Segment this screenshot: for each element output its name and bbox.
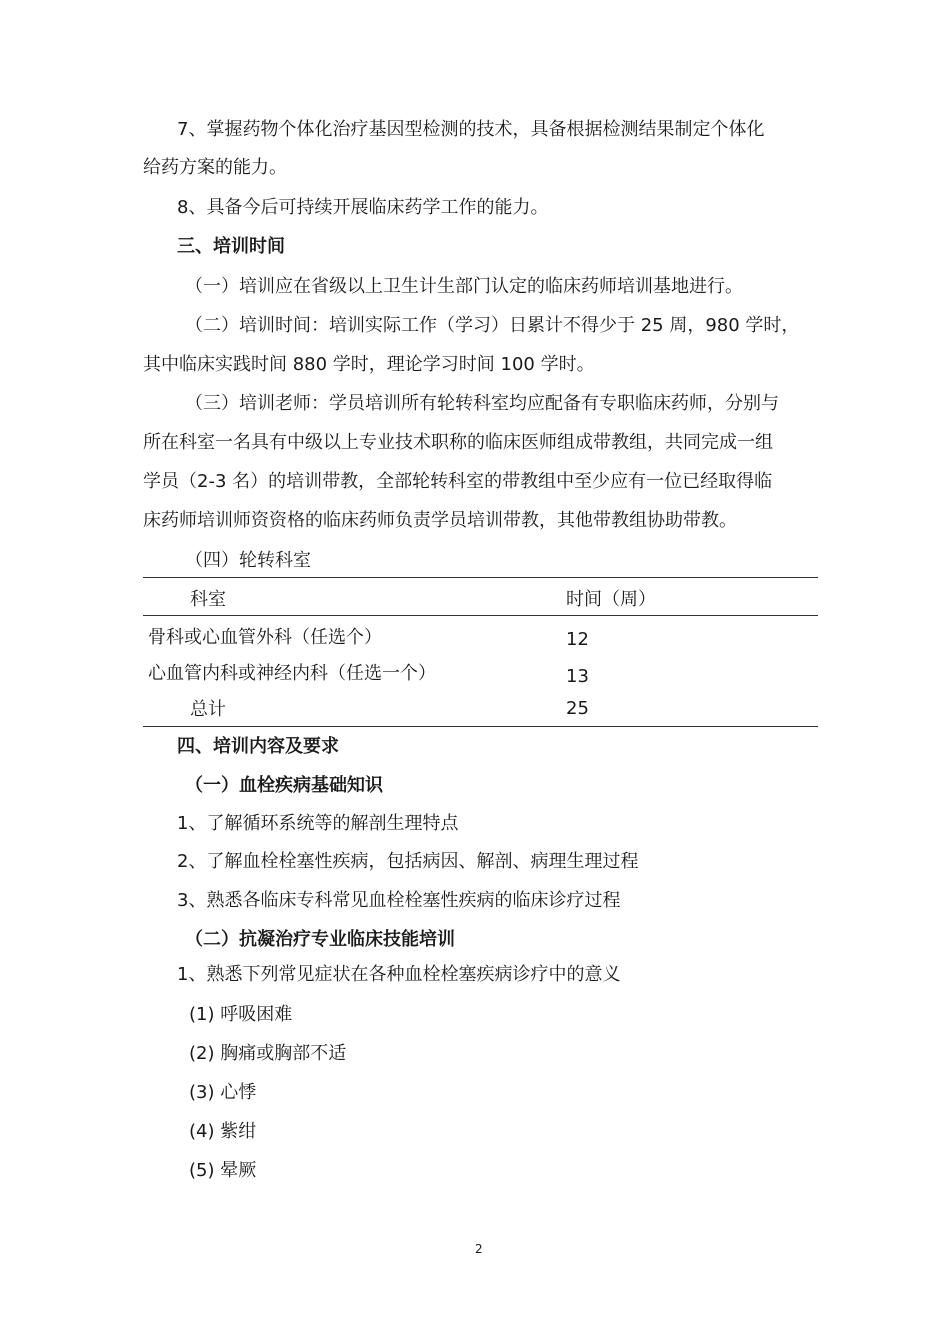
list-item: 1、了解循环系统等的解剖生理特点 — [177, 813, 459, 834]
table-top-rule — [143, 577, 818, 578]
table-cell-dept: 骨科或心血管外科（任选个） — [148, 627, 382, 648]
list-item: 1、熟悉下列常见症状在各种血栓栓塞疾病诊疗中的意义 — [177, 964, 621, 985]
paragraph-training-time: （二）培训时间：培训实际工作（学习）日累计不得少于 25 周，980 学时， — [185, 315, 800, 336]
paragraph-trainers-cont-2: 学员（2-3 名）的培训带教，全部轮转科室的带教组中至少应有一位已经取得临 — [143, 471, 773, 492]
table-cell-weeks: 12 — [566, 629, 589, 650]
section-heading-3: 三、培训时间 — [177, 236, 285, 257]
table-header-rule — [143, 615, 818, 616]
symptom-item: (1) 呼吸困难 — [189, 1004, 293, 1025]
paragraph-training-base: （一）培训应在省级以上卫生计生部门认定的临床药师培训基地进行。 — [185, 276, 743, 297]
section-heading-4: 四、培训内容及要求 — [177, 736, 339, 757]
table-cell-dept: 总计 — [190, 699, 226, 720]
subsection-heading-2: （二）抗凝治疗专业临床技能培训 — [185, 929, 455, 950]
list-item: 2、了解血栓栓塞性疾病，包括病因、解剖、病理生理过程 — [177, 851, 639, 872]
table-caption: （四）轮转科室 — [185, 550, 311, 571]
list-item: 3、熟悉各临床专科常见血栓栓塞性疾病的临床诊疗过程 — [177, 890, 621, 911]
table-cell-weeks: 13 — [566, 666, 589, 687]
symptom-item: (2) 胸痛或胸部不适 — [189, 1043, 347, 1064]
symptom-item: (3) 心悸 — [189, 1082, 257, 1103]
paragraph-trainers-cont-1: 所在科室一名具有中级以上专业技术职称的临床医师组成带教组，共同完成一组 — [143, 432, 773, 453]
paragraph-trainers-cont-3: 床药师培训师资资格的临床药师负责学员培训带教，其他带教组协助带教。 — [143, 510, 737, 531]
paragraph-training-time-cont: 其中临床实践时间 880 学时，理论学习时间 100 学时。 — [143, 354, 595, 375]
table-cell-weeks: 25 — [566, 698, 589, 719]
symptom-item: (5) 晕厥 — [189, 1160, 257, 1181]
paragraph-item-7-cont: 给药方案的能力。 — [143, 157, 287, 178]
page-number: 2 — [475, 1242, 483, 1256]
subsection-heading-1: （一）血栓疾病基础知识 — [185, 775, 383, 796]
paragraph-item-8: 8、具备今后可持续开展临床药学工作的能力。 — [177, 197, 549, 218]
table-cell-dept: 心血管内科或神经内科（任选一个） — [148, 663, 436, 684]
symptom-item: (4) 紫绀 — [189, 1121, 257, 1142]
paragraph-trainers: （三）培训老师：学员培训所有轮转科室均应配备有专职临床药师，分别与 — [185, 393, 779, 414]
paragraph-item-7: 7、掌握药物个体化治疗基因型检测的技术，具备根据检测结果制定个体化 — [177, 119, 765, 140]
table-bottom-rule — [143, 726, 818, 727]
table-header-weeks: 时间（周） — [566, 589, 656, 610]
table-header-dept: 科室 — [190, 589, 226, 610]
